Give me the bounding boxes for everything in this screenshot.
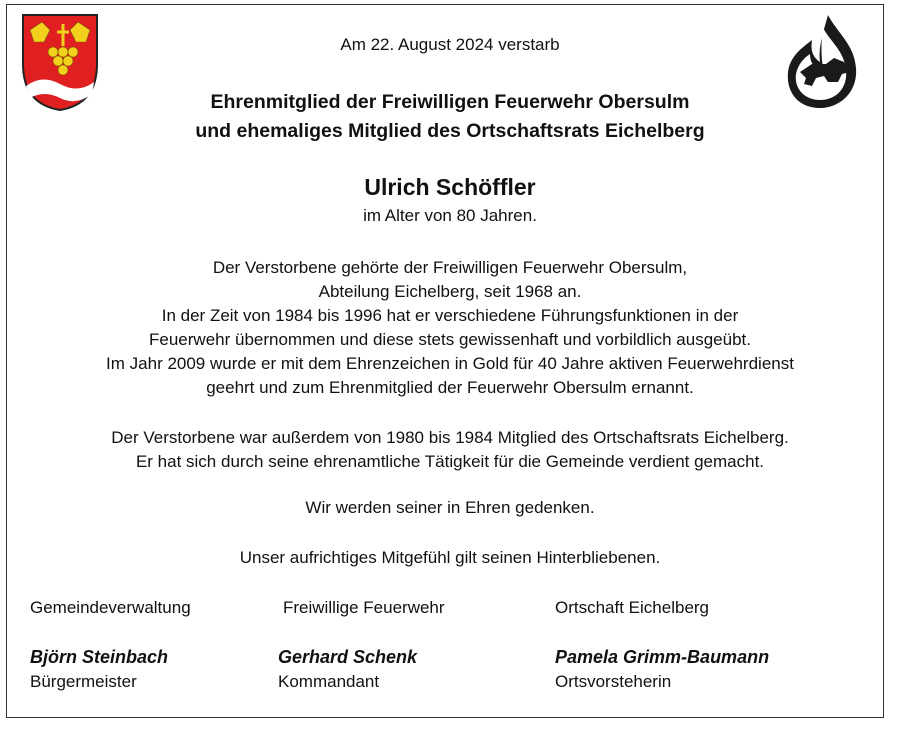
signatory-role: Kommandant <box>278 672 380 691</box>
signatory-role: Ortsvorsteherin <box>555 672 672 691</box>
signatory-organization: Freiwillige Feuerwehr <box>283 598 445 617</box>
signatory-organization: Ortschaft Eichelberg <box>555 598 710 617</box>
paragraph-line: Abteilung Eichelberg, seit 1968 an. <box>318 282 582 301</box>
paragraph-line: Der Verstorbene gehörte der Freiwilligen Feuerwehr Obersulm, <box>212 258 688 277</box>
age-line: im Alter von 80 Jahren. <box>363 206 537 225</box>
paragraph-line: geehrt und zum Ehrenmitglied der Feuerwehr Obersulm ernannt. <box>206 378 694 397</box>
signatory-name: Pamela Grimm-Baumann <box>555 647 770 667</box>
signatory-role: Bürgermeister <box>30 672 137 691</box>
deceased-name: Ulrich Schöffler <box>364 174 536 200</box>
paragraph-line: Er hat sich durch seine ehrenamtliche Tätigkeit für die Gemeinde verdient gemacht. <box>135 452 765 471</box>
death-date-line: Am 22. August 2024 verstarb <box>340 35 560 54</box>
title-line-2: und ehemaliges Mitglied des Ortschaftsrats Eichelberg <box>195 120 705 142</box>
paragraph-line: Feuerwehr übernommen und diese stets gewissenhaft und vorbildlich ausgeübt. <box>149 330 751 349</box>
paragraph-line: In der Zeit von 1984 bis 1996 hat er verschiedene Führungsfunktionen in der <box>161 306 739 325</box>
signatory-name: Gerhard Schenk <box>278 647 418 667</box>
signatory-name: Björn Steinbach <box>30 647 169 667</box>
signatory-organization: Gemeindeverwaltung <box>30 598 191 617</box>
paragraph-line: Der Verstorbene war außerdem von 1980 bis 1984 Mitglied des Ortschaftsrats Eichelberg. <box>111 428 789 447</box>
title-line-1: Ehrenmitglied der Freiwilligen Feuerwehr Obersulm <box>210 91 690 113</box>
paragraph-line: Im Jahr 2009 wurde er mit dem Ehrenzeichen in Gold für 40 Jahre aktiven Feuerwehrdienst <box>106 354 794 373</box>
condolence-line: Unser aufrichtiges Mitgefühl gilt seinen Hinterbliebenen. <box>239 548 661 567</box>
remembrance-line: Wir werden seiner in Ehren gedenken. <box>305 498 595 517</box>
